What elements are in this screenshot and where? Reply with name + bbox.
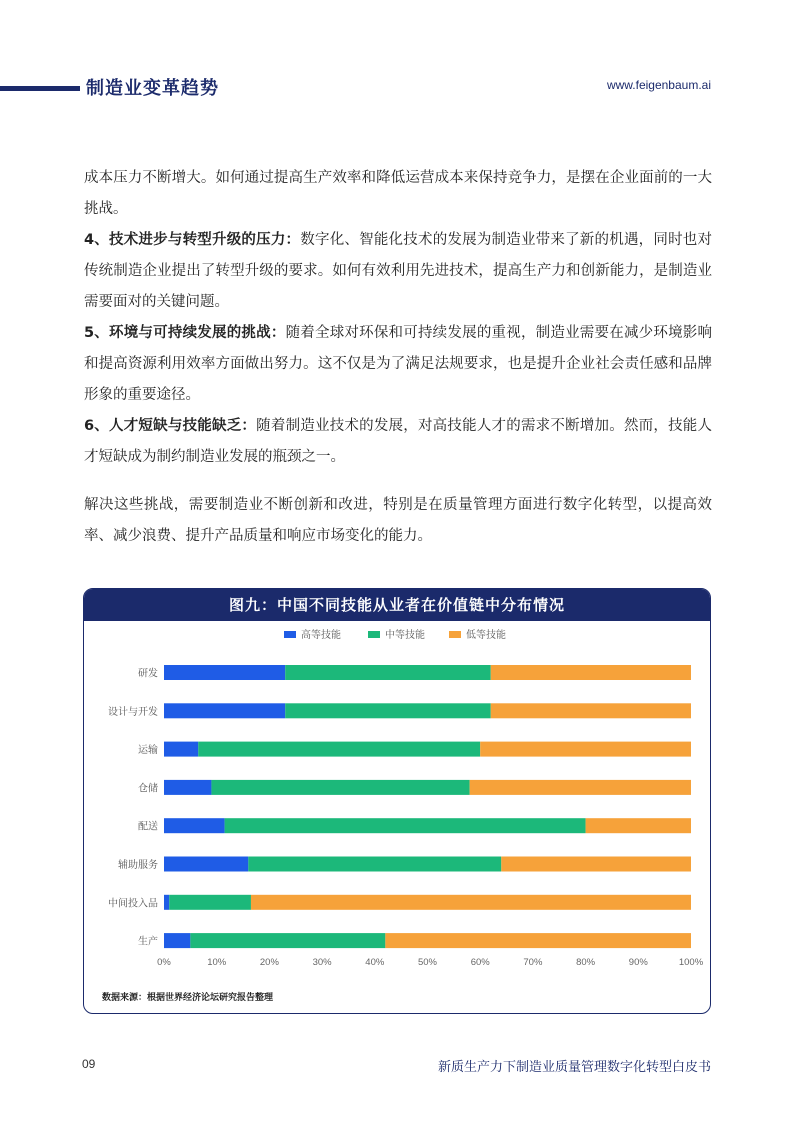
category-label: 生产 [138,936,158,948]
x-tick-label: 90% [628,957,648,968]
paragraph-5: 解决这些挑战，需要制造业不断创新和改进，特别是在质量管理方面进行数字化转型，以提高效率、减少浪费、提升产品质量和响应市场变化的能力。 [84,497,712,544]
site-url[interactable]: www.feigenbaum.ai [606,78,711,92]
bar-segment-low [251,895,691,910]
header-accent-bar [0,86,80,91]
bar-segment-low [470,780,691,795]
bar-segment-high [164,857,248,872]
category-label: 运输 [138,745,158,757]
paragraph-2-text: 数字化、智能化技术的发展为制造业带来了新的机遇，同时也对传统制造企业提出了转型升级的要求。如何有效利用先进技术，提高生产力和创新能力，是制造业需要面对的关键问题。 [84,232,713,310]
legend-label-0: 高等技能 [301,630,341,641]
paragraph-1: 成本压力不断增大。如何通过提高生产效率和降低运营成本来保持竞争力，是摆在企业面前的一大挑战。 [84,170,712,217]
bar-segment-mid [190,933,385,948]
stacked-bar-chart [84,621,710,981]
category-label: 中间投入品 [108,898,158,910]
paragraph-2-heading: 4、技术进步与转型升级的压力： [84,232,301,248]
x-tick-label: 40% [365,957,385,968]
x-tick-label: 70% [523,957,543,968]
paragraph-3 [84,318,712,411]
legend-label-2: 低等技能 [466,630,506,641]
figure-panel [83,588,711,1014]
legend-swatch-1 [368,631,380,638]
bar-segment-mid [198,742,480,757]
bar-segment-low [586,818,691,833]
legend-label-1: 中等技能 [385,630,425,641]
legend-swatch-0 [284,631,296,638]
section-title: 制造业变革趋势 [86,78,219,99]
data-source-note: 数据来源：根据世界经济论坛研究报告整理 [102,993,274,1003]
category-label: 研发 [138,668,158,680]
bar-segment-low [491,665,691,680]
paragraph-2 [84,225,712,318]
category-label: 配送 [138,821,158,833]
x-tick-label: 50% [417,957,438,968]
bar-segment-high [164,742,198,757]
bar-segment-mid [169,895,251,910]
category-label: 设计与开发 [108,706,158,718]
body-text [84,163,712,552]
paragraph-4-heading: 6、人才短缺与技能缺乏： [84,418,257,434]
bar-segment-mid [248,857,501,872]
x-tick-label: 10% [207,957,227,968]
bar-segment-low [501,857,691,872]
x-tick-label: 30% [312,957,332,968]
category-label: 辅助服务 [118,860,158,871]
paragraph-3-text: 随着全球对环保和可持续发展的重视，制造业需要在减少环境影响和提高资源利用效率方面做出努力。这不仅是为了满足法规要求，也是提升企业社会责任感和品牌形象的重要途径。 [84,325,712,403]
document-title: 新质生产力下制造业质量管理数字化转型白皮书 [437,1060,711,1075]
paragraph-4 [84,411,712,473]
paragraph-3-heading: 5、环境与可持续发展的挑战： [84,325,286,341]
page-number: 09 [82,1057,96,1071]
bar-segment-mid [225,818,586,833]
bar-segment-mid [285,703,491,718]
x-tick-label: 20% [259,957,279,968]
x-tick-label: 60% [470,957,490,968]
x-tick-label: 0% [157,957,171,968]
bar-segment-high [164,780,211,795]
bar-segment-high [164,665,285,680]
bar-segment-low [480,742,691,757]
figure-title: 图九：中国不同技能从业者在价值链中分布情况 [84,589,710,621]
bar-segment-high [164,818,225,833]
bar-segment-low [491,703,691,718]
bar-segment-high [164,895,169,910]
bar-segment-low [385,933,691,948]
bar-segment-mid [211,780,469,795]
bar-segment-high [164,703,285,718]
x-tick-label: 100% [678,957,704,968]
bar-segment-mid [285,665,491,680]
paragraph-4-text: 随着制造业技术的发展，对高技能人才的需求不断增加。然而，技能人才短缺成为制约制造业发展的瓶颈之一。 [84,418,712,465]
legend-swatch-2 [449,631,461,638]
bar-segment-high [164,933,190,948]
x-tick-label: 80% [576,957,596,968]
category-label: 仓储 [138,783,158,795]
